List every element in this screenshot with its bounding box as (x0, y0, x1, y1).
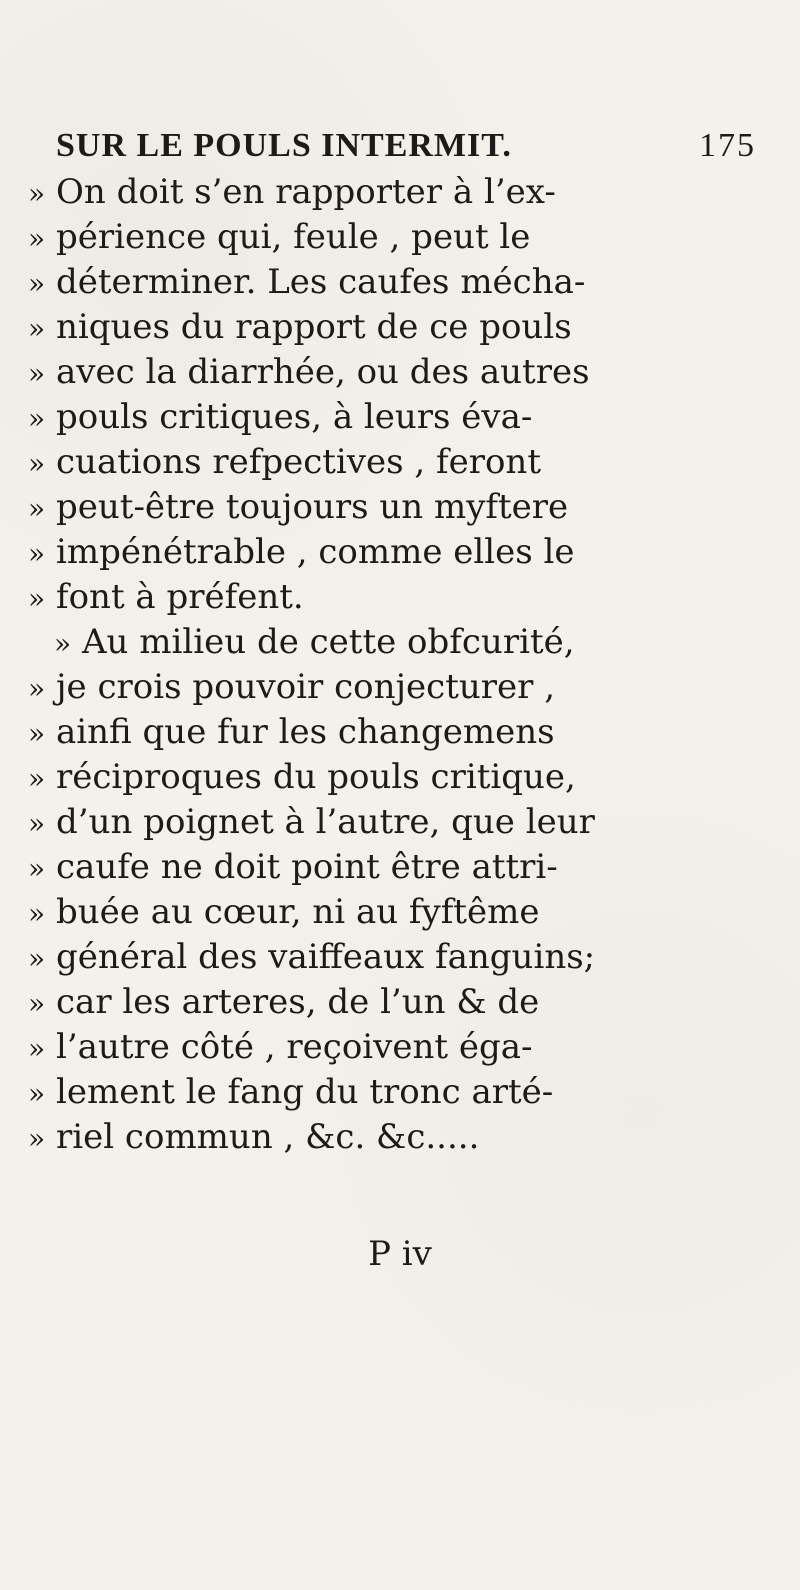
line-text: riel commun , &c. &c..... (56, 1117, 480, 1157)
line-text: font à préfent. (56, 577, 304, 617)
text-line (28, 1025, 770, 1070)
text-line (28, 260, 770, 305)
running-head (56, 127, 756, 165)
line-text: je crois pouvoir conjecturer , (56, 667, 556, 707)
line-text: pouls critiques, à leurs éva- (56, 397, 533, 437)
quote-mark: » (28, 852, 46, 885)
line-text: peut-être toujours un myftere (56, 487, 569, 527)
body-text (28, 170, 770, 1160)
quote-mark: » (28, 447, 46, 480)
text-line (28, 350, 770, 395)
line-text: d’un poignet à l’autre, que leur (56, 802, 595, 842)
line-text: caufe ne doit point être attri- (56, 847, 558, 887)
quote-mark: » (28, 762, 46, 795)
quote-mark: » (28, 717, 46, 750)
text-line (28, 575, 770, 620)
line-text: ainfi que fur les changemens (56, 712, 555, 752)
line-text: lement le fang du tronc arté- (56, 1072, 554, 1112)
line-text: car les arteres, de l’un & de (56, 982, 540, 1022)
text-line (28, 440, 770, 485)
text-line (28, 215, 770, 260)
quote-mark: » (28, 357, 46, 390)
quote-mark: » (28, 537, 46, 570)
text-line (28, 800, 770, 845)
quote-mark: » (28, 897, 46, 930)
line-text: On doit s’en rapporter à l’ex- (56, 172, 556, 212)
line-text: général des vaiffeaux fanguins; (56, 937, 596, 977)
text-line (28, 530, 770, 575)
quote-mark: » (28, 672, 46, 705)
quote-mark: » (28, 222, 46, 255)
line-text: buée au cœur, ni au fyftême (56, 892, 540, 932)
text-line (28, 620, 770, 665)
text-line (28, 755, 770, 800)
text-line (28, 395, 770, 440)
quote-mark: » (28, 1122, 46, 1155)
text-line (28, 845, 770, 890)
line-text: réciproques du pouls critique, (56, 757, 576, 797)
page-number: 175 (699, 127, 756, 164)
line-text: Au milieu de cette obfcurité, (82, 622, 575, 662)
line-text: périence qui, feule , peut le (56, 217, 531, 257)
quote-mark: » (28, 312, 46, 345)
line-text: avec la diarrhée, ou des autres (56, 352, 590, 392)
text-line (28, 980, 770, 1025)
quote-mark: » (28, 402, 46, 435)
quote-mark: » (28, 1032, 46, 1065)
quote-mark: » (28, 492, 46, 525)
signature-mark: P iv (368, 1234, 432, 1274)
quote-mark: » (54, 627, 72, 660)
quote-mark: » (28, 1077, 46, 1110)
line-text: déterminer. Les caufes mécha- (56, 262, 586, 302)
quote-mark: » (28, 267, 46, 300)
text-line (28, 935, 770, 980)
quote-mark: » (28, 582, 46, 615)
quote-mark: » (28, 987, 46, 1020)
text-line (28, 1115, 770, 1160)
line-text: l’autre côté , reçoivent éga- (56, 1027, 533, 1067)
text-line (28, 710, 770, 755)
text-line (28, 485, 770, 530)
quote-mark: » (28, 942, 46, 975)
running-title: SUR LE POULS INTERMIT. (56, 127, 512, 164)
line-text: niques du rapport de ce pouls (56, 307, 572, 347)
text-line (28, 665, 770, 710)
text-line (28, 890, 770, 935)
text-line (28, 1070, 770, 1115)
quote-mark: » (28, 807, 46, 840)
text-line (28, 305, 770, 350)
text-line (28, 170, 770, 215)
line-text: cuations refpectives , feront (56, 442, 541, 482)
line-text: impénétrable , comme elles le (56, 532, 575, 572)
quote-mark: » (28, 177, 46, 210)
